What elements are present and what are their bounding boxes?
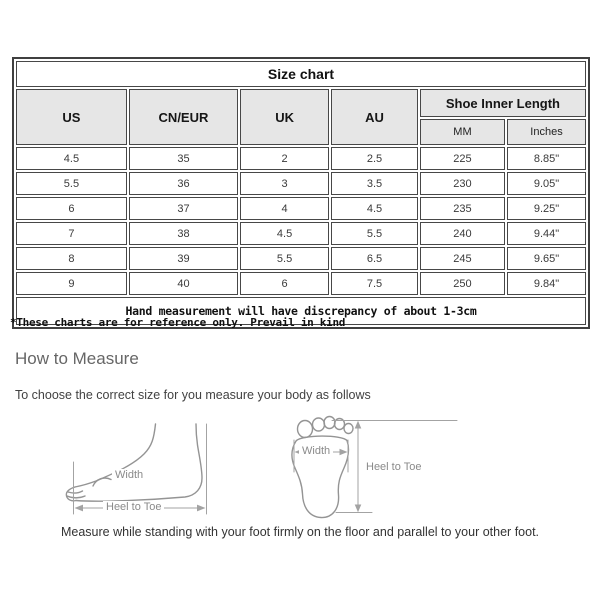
table-cell: 2 — [240, 147, 329, 170]
table-cell: 9.44" — [507, 222, 586, 245]
col-header-mm: MM — [420, 119, 505, 145]
table-header-row-1 — [16, 89, 586, 117]
table-cell: 3.5 — [331, 172, 418, 195]
table-cell: 4 — [240, 197, 329, 220]
table-cell: 225 — [420, 147, 505, 170]
how-to-measure-title: How to Measure — [15, 349, 139, 368]
table-cell: 4.5 — [16, 147, 127, 170]
measure-instruction-footer: Measure while standing with your foot firmly on the floor and parallel to your other foot. — [60, 525, 540, 539]
reference-disclaimer: *These charts are for reference only. Prevail in kind — [10, 316, 346, 329]
table-cell: 6 — [240, 272, 329, 295]
table-cell: 7.5 — [331, 272, 418, 295]
table-cell: 235 — [420, 197, 505, 220]
table-cell: 5.5 — [240, 247, 329, 270]
foot-sole-view-diagram — [292, 417, 353, 518]
table-cell: 36 — [129, 172, 238, 195]
table-cell: 4.5 — [240, 222, 329, 245]
side-heel-to-toe-label: Heel to Toe — [103, 501, 164, 514]
table-cell: 9.84" — [507, 272, 586, 295]
size-chart-table — [12, 57, 590, 329]
table-cell: 6.5 — [331, 247, 418, 270]
measurement-discrepancy-note: Hand measurement will have discrepancy of about 1-3cm — [16, 297, 586, 325]
foot-sole-arrowheads — [295, 421, 362, 512]
col-header-us: US — [16, 89, 127, 145]
table-cell: 245 — [420, 247, 505, 270]
col-header-au: AU — [331, 89, 418, 145]
table-cell: 37 — [129, 197, 238, 220]
foot-side-view-diagram — [66, 424, 202, 501]
table-cell: 4.5 — [331, 197, 418, 220]
table-title: Size chart — [16, 61, 586, 87]
table-cell: 9.05" — [507, 172, 586, 195]
table-cell: 9 — [16, 272, 127, 295]
table-cell: 240 — [420, 222, 505, 245]
side-width-label: Width — [112, 469, 146, 482]
table-row — [16, 272, 586, 295]
measurement-diagrams — [0, 400, 600, 535]
table-cell: 8 — [16, 247, 127, 270]
how-to-measure-intro: To choose the correct size for you measure your body as follows — [15, 388, 371, 402]
sole-width-label: Width — [299, 445, 333, 458]
col-header-inner-length: Shoe Inner Length — [420, 89, 586, 117]
table-row — [16, 247, 586, 270]
col-header-cn-eur: CN/EUR — [129, 89, 238, 145]
table-cell: 35 — [129, 147, 238, 170]
table-row — [16, 172, 586, 195]
table-cell: 3 — [240, 172, 329, 195]
sole-heel-to-toe-label: Heel to Toe — [363, 461, 424, 474]
table-cell: 2.5 — [331, 147, 418, 170]
table-cell: 5.5 — [331, 222, 418, 245]
table-row — [16, 222, 586, 245]
table-cell: 9.65" — [507, 247, 586, 270]
table-cell: 250 — [420, 272, 505, 295]
table-cell: 39 — [129, 247, 238, 270]
table-row — [16, 147, 586, 170]
table-row — [16, 197, 586, 220]
table-cell: 6 — [16, 197, 127, 220]
table-cell: 5.5 — [16, 172, 127, 195]
table-cell: 8.85" — [507, 147, 586, 170]
table-cell: 40 — [129, 272, 238, 295]
table-cell: 9.25" — [507, 197, 586, 220]
col-header-inches: Inches — [507, 119, 586, 145]
table-cell: 230 — [420, 172, 505, 195]
table-cell: 7 — [16, 222, 127, 245]
table-title-row — [16, 61, 586, 87]
col-header-uk: UK — [240, 89, 329, 145]
table-cell: 38 — [129, 222, 238, 245]
